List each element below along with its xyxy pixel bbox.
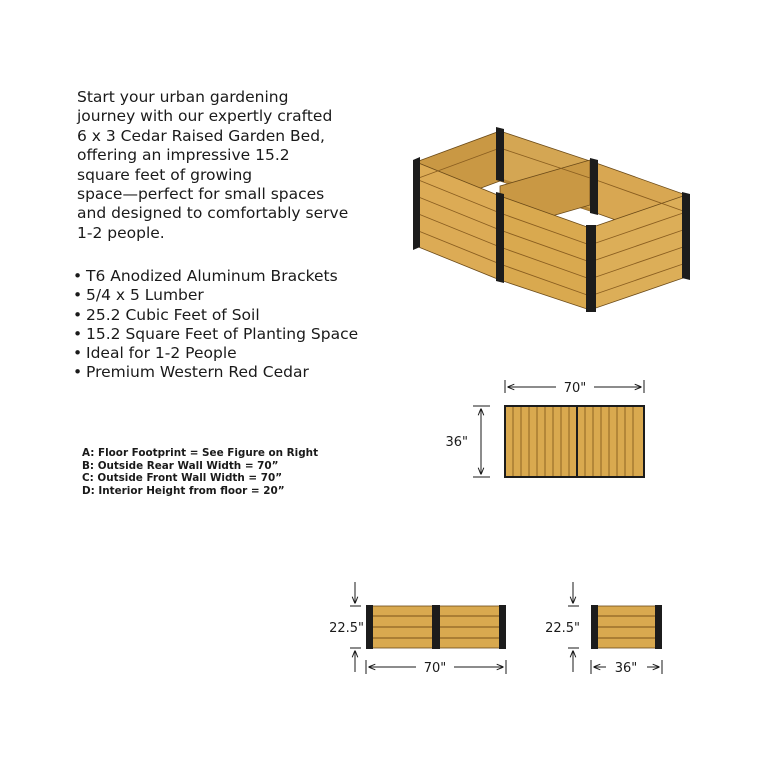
intro-line: 6 x 3 Cedar Raised Garden Bed,: [77, 126, 325, 145]
intro-line: and designed to comfortably serve: [77, 204, 349, 223]
top-view: [445, 380, 644, 477]
intro-line: offering an impressive 15.2: [77, 146, 290, 165]
intro-line: square feet of growing: [77, 165, 253, 184]
front-wall: [500, 196, 590, 310]
feature-item: • Premium Western Red Cedar: [73, 363, 358, 382]
feature-item: • T6 Anodized Aluminum Brackets: [73, 267, 358, 286]
spec-line: B: Outside Rear Wall Width = 70”: [82, 459, 279, 472]
top-view-bed: [505, 406, 644, 477]
isometric-view: [413, 127, 690, 312]
top-depth-label: 36": [445, 435, 468, 450]
front-height-label: 22.5": [329, 621, 364, 636]
feature-item: • Ideal for 1-2 People: [73, 344, 358, 363]
intro-line: 1-2 people.: [77, 223, 165, 242]
spec-line: C: Outside Front Wall Width = 70”: [82, 472, 283, 485]
front-view: [329, 582, 506, 676]
side-width-label: 36": [614, 661, 638, 676]
side-height-label: 22.5": [545, 621, 580, 636]
spec-line: D: Interior Height from floor = 20”: [82, 484, 285, 497]
feature-item: • 15.2 Square Feet of Planting Space: [73, 325, 358, 344]
top-width-label: 70": [563, 381, 587, 396]
intro-line: Start your urban gardening: [77, 88, 289, 106]
side-view: [545, 582, 662, 676]
feature-item: • 25.2 Cubic Feet of Soil: [73, 306, 358, 325]
intro-line: space—perfect for small spaces: [77, 185, 325, 204]
intro-line: journey with our expertly crafted: [77, 107, 333, 126]
feature-item: • 5/4 x 5 Lumber: [73, 286, 358, 305]
front-width-label: 70": [423, 661, 447, 676]
spec-line: A: Floor Footprint = See Figure on Right: [82, 447, 319, 459]
